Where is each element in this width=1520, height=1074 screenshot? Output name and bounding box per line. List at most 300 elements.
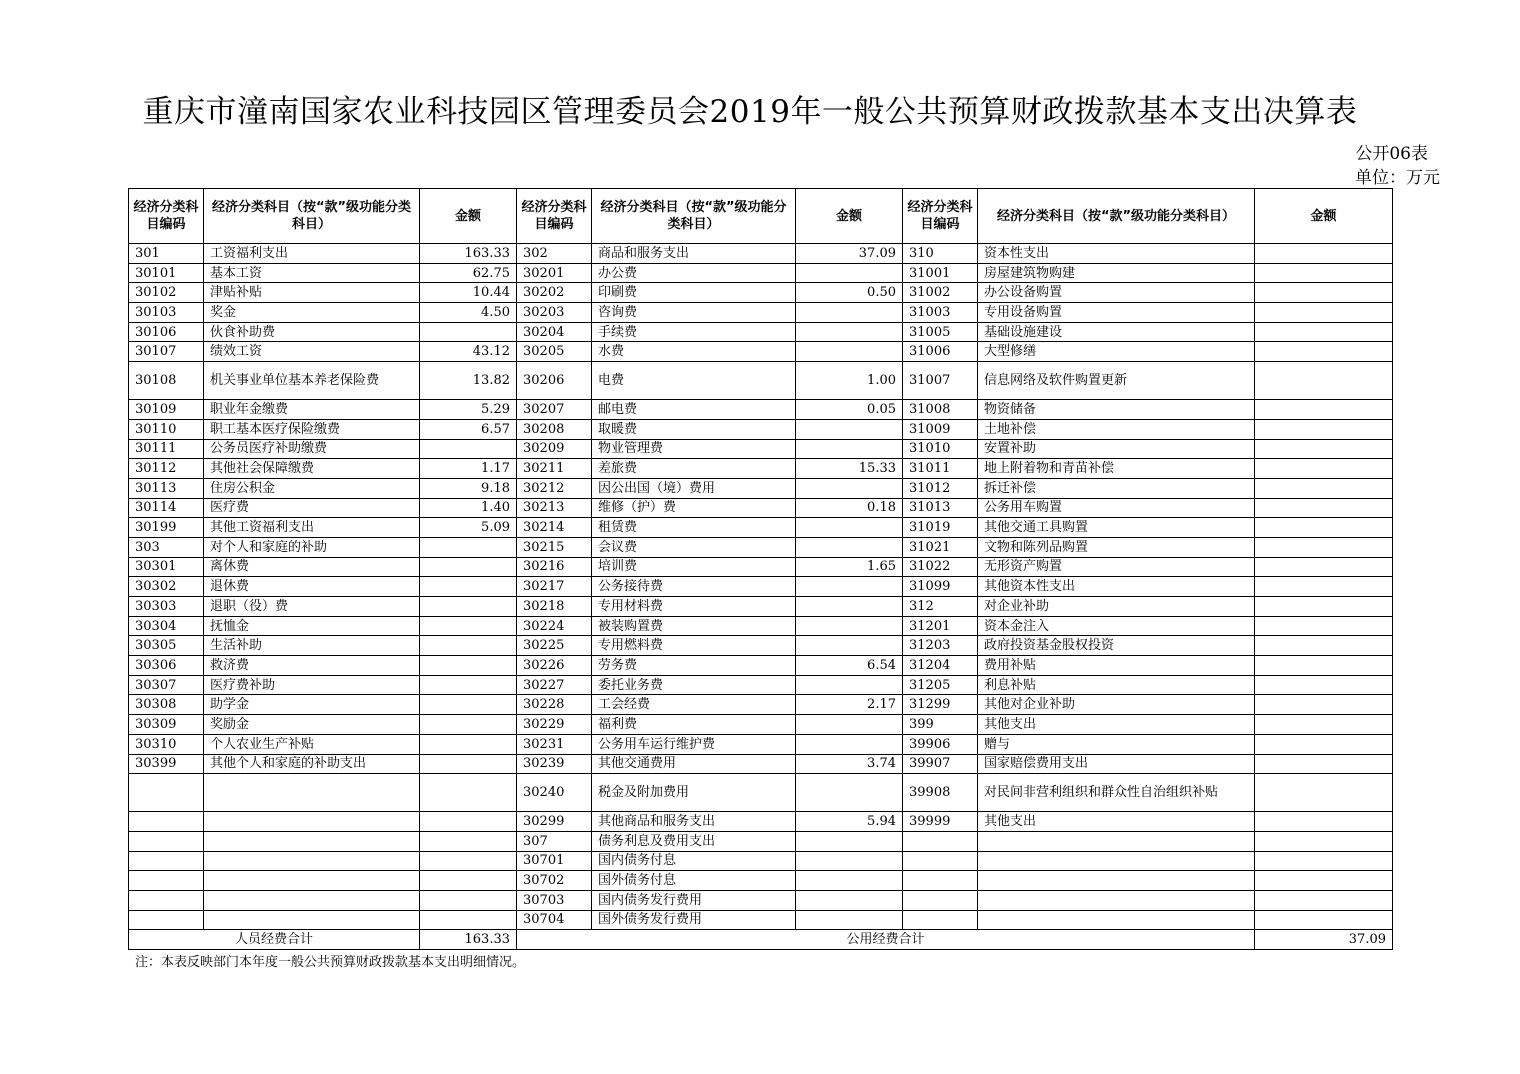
amount-cell bbox=[1255, 244, 1393, 264]
code-cell: 30306 bbox=[129, 656, 204, 676]
amount-cell: 3.74 bbox=[796, 754, 903, 774]
code-cell: 30216 bbox=[517, 557, 592, 577]
name-cell: 国内债务付息 bbox=[592, 851, 796, 871]
amount-cell bbox=[796, 518, 903, 538]
code-cell: 31299 bbox=[903, 695, 978, 715]
code-cell: 30703 bbox=[517, 890, 592, 910]
name-cell: 绩效工资 bbox=[204, 342, 420, 362]
code-cell bbox=[129, 871, 204, 891]
code-cell: 30307 bbox=[129, 675, 204, 695]
name-cell: 公务接待费 bbox=[592, 577, 796, 597]
amount-cell bbox=[796, 478, 903, 498]
name-cell: 资本性支出 bbox=[978, 244, 1255, 264]
code-cell: 30218 bbox=[517, 597, 592, 617]
amount-cell bbox=[420, 831, 517, 851]
code-cell: 39999 bbox=[903, 812, 978, 832]
header-amount: 金额 bbox=[1255, 189, 1393, 244]
amount-cell bbox=[420, 910, 517, 930]
amount-cell bbox=[1255, 283, 1393, 303]
amount-cell: 1.40 bbox=[420, 498, 517, 518]
code-cell: 30203 bbox=[517, 303, 592, 323]
table-row bbox=[129, 910, 1393, 930]
table-row bbox=[129, 400, 1393, 420]
name-cell: 地上附着物和青苗补偿 bbox=[978, 459, 1255, 479]
code-cell: 31007 bbox=[903, 362, 978, 400]
code-cell: 30114 bbox=[129, 498, 204, 518]
amount-cell bbox=[1255, 890, 1393, 910]
code-cell: 30212 bbox=[517, 478, 592, 498]
amount-cell bbox=[1255, 518, 1393, 538]
name-cell: 债务利息及费用支出 bbox=[592, 831, 796, 851]
code-cell: 30310 bbox=[129, 734, 204, 754]
amount-cell: 5.09 bbox=[420, 518, 517, 538]
code-cell: 31022 bbox=[903, 557, 978, 577]
code-cell: 30231 bbox=[517, 734, 592, 754]
name-cell: 电费 bbox=[592, 362, 796, 400]
table-row bbox=[129, 439, 1393, 459]
amount-cell: 10.44 bbox=[420, 283, 517, 303]
name-cell: 退休费 bbox=[204, 577, 420, 597]
amount-cell bbox=[1255, 597, 1393, 617]
name-cell: 其他工资福利支出 bbox=[204, 518, 420, 538]
amount-cell bbox=[1255, 851, 1393, 871]
amount-cell bbox=[1255, 812, 1393, 832]
name-cell: 医疗费 bbox=[204, 498, 420, 518]
amount-cell bbox=[796, 715, 903, 735]
name-cell: 安置补助 bbox=[978, 439, 1255, 459]
personnel-total-amount: 163.33 bbox=[420, 930, 517, 950]
code-cell: 301 bbox=[129, 244, 204, 264]
name-cell: 对企业补助 bbox=[978, 597, 1255, 617]
name-cell: 物业管理费 bbox=[592, 439, 796, 459]
code-cell: 30213 bbox=[517, 498, 592, 518]
code-cell: 30702 bbox=[517, 871, 592, 891]
name-cell: 劳务费 bbox=[592, 656, 796, 676]
amount-cell bbox=[420, 597, 517, 617]
code-cell bbox=[903, 871, 978, 891]
name-cell: 资本金注入 bbox=[978, 616, 1255, 636]
table-row bbox=[129, 675, 1393, 695]
amount-cell bbox=[1255, 303, 1393, 323]
amount-cell bbox=[796, 851, 903, 871]
amount-cell: 9.18 bbox=[420, 478, 517, 498]
code-cell bbox=[129, 890, 204, 910]
amount-cell bbox=[420, 695, 517, 715]
code-cell: 312 bbox=[903, 597, 978, 617]
code-cell: 31006 bbox=[903, 342, 978, 362]
table-row bbox=[129, 597, 1393, 617]
name-cell: 差旅费 bbox=[592, 459, 796, 479]
code-cell: 30207 bbox=[517, 400, 592, 420]
amount-cell: 15.33 bbox=[796, 459, 903, 479]
code-cell: 30106 bbox=[129, 322, 204, 342]
code-cell: 30305 bbox=[129, 636, 204, 656]
code-cell: 31021 bbox=[903, 537, 978, 557]
code-cell: 39908 bbox=[903, 774, 978, 812]
code-cell bbox=[129, 812, 204, 832]
code-cell: 30107 bbox=[129, 342, 204, 362]
name-cell bbox=[204, 890, 420, 910]
code-cell: 303 bbox=[129, 537, 204, 557]
code-cell: 31005 bbox=[903, 322, 978, 342]
totals-row bbox=[129, 930, 1393, 950]
name-cell: 其他个人和家庭的补助支出 bbox=[204, 754, 420, 774]
name-cell: 利息补贴 bbox=[978, 675, 1255, 695]
name-cell bbox=[978, 910, 1255, 930]
name-cell: 其他支出 bbox=[978, 812, 1255, 832]
name-cell: 职业年金缴费 bbox=[204, 400, 420, 420]
personnel-total-label: 人员经费合计 bbox=[129, 930, 420, 950]
code-cell bbox=[129, 910, 204, 930]
table-row bbox=[129, 459, 1393, 479]
code-cell: 30308 bbox=[129, 695, 204, 715]
code-cell: 30215 bbox=[517, 537, 592, 557]
name-cell: 其他商品和服务支出 bbox=[592, 812, 796, 832]
amount-cell bbox=[796, 342, 903, 362]
name-cell: 专用设备购置 bbox=[978, 303, 1255, 323]
code-cell: 30239 bbox=[517, 754, 592, 774]
amount-cell bbox=[1255, 715, 1393, 735]
code-cell: 302 bbox=[517, 244, 592, 264]
name-cell: 手续费 bbox=[592, 322, 796, 342]
table-row bbox=[129, 478, 1393, 498]
code-cell bbox=[129, 831, 204, 851]
code-cell: 30110 bbox=[129, 419, 204, 439]
code-cell: 31010 bbox=[903, 439, 978, 459]
name-cell: 办公设备购置 bbox=[978, 283, 1255, 303]
amount-cell bbox=[1255, 695, 1393, 715]
table-row bbox=[129, 244, 1393, 264]
amount-cell bbox=[1255, 362, 1393, 400]
code-cell: 30103 bbox=[129, 303, 204, 323]
amount-cell bbox=[1255, 263, 1393, 283]
code-cell: 30209 bbox=[517, 439, 592, 459]
code-cell: 30217 bbox=[517, 577, 592, 597]
code-cell: 39906 bbox=[903, 734, 978, 754]
amount-cell bbox=[796, 577, 903, 597]
name-cell: 奖金 bbox=[204, 303, 420, 323]
amount-cell: 0.18 bbox=[796, 498, 903, 518]
name-cell: 公务用车购置 bbox=[978, 498, 1255, 518]
header-row bbox=[129, 189, 1393, 244]
name-cell: 拆迁补偿 bbox=[978, 478, 1255, 498]
name-cell: 商品和服务支出 bbox=[592, 244, 796, 264]
amount-cell: 37.09 bbox=[796, 244, 903, 264]
name-cell: 印刷费 bbox=[592, 283, 796, 303]
name-cell: 费用补贴 bbox=[978, 656, 1255, 676]
header-name: 经济分类科目（按“款”级功能分类科目） bbox=[592, 189, 796, 244]
amount-cell bbox=[420, 636, 517, 656]
expenditure-table bbox=[128, 188, 1393, 950]
name-cell: 其他交通费用 bbox=[592, 754, 796, 774]
name-cell: 福利费 bbox=[592, 715, 796, 735]
name-cell: 专用材料费 bbox=[592, 597, 796, 617]
name-cell: 维修（护）费 bbox=[592, 498, 796, 518]
code-cell: 30205 bbox=[517, 342, 592, 362]
name-cell bbox=[204, 774, 420, 812]
amount-cell bbox=[420, 851, 517, 871]
amount-cell: 0.50 bbox=[796, 283, 903, 303]
code-cell: 30224 bbox=[517, 616, 592, 636]
table-row bbox=[129, 557, 1393, 577]
code-cell: 30109 bbox=[129, 400, 204, 420]
name-cell: 对个人和家庭的补助 bbox=[204, 537, 420, 557]
code-cell: 31012 bbox=[903, 478, 978, 498]
name-cell: 生活补助 bbox=[204, 636, 420, 656]
name-cell: 政府投资基金股权投资 bbox=[978, 636, 1255, 656]
amount-cell bbox=[796, 419, 903, 439]
name-cell: 税金及附加费用 bbox=[592, 774, 796, 812]
amount-cell bbox=[420, 754, 517, 774]
amount-cell bbox=[1255, 537, 1393, 557]
name-cell: 机关事业单位基本养老保险费 bbox=[204, 362, 420, 400]
table-row bbox=[129, 831, 1393, 851]
public-total-label: 公用经费合计 bbox=[517, 930, 1255, 950]
name-cell: 公务员医疗补助缴费 bbox=[204, 439, 420, 459]
amount-cell bbox=[796, 774, 903, 812]
amount-cell: 1.65 bbox=[796, 557, 903, 577]
amount-cell bbox=[1255, 910, 1393, 930]
amount-cell bbox=[796, 616, 903, 636]
footnote: 注：本表反映部门本年度一般公共预算财政拨款基本支出明细情况。 bbox=[135, 955, 526, 970]
amount-cell bbox=[796, 831, 903, 851]
name-cell bbox=[204, 910, 420, 930]
name-cell: 奖励金 bbox=[204, 715, 420, 735]
code-cell: 31203 bbox=[903, 636, 978, 656]
amount-cell: 4.50 bbox=[420, 303, 517, 323]
code-cell: 30302 bbox=[129, 577, 204, 597]
code-cell: 30102 bbox=[129, 283, 204, 303]
name-cell: 无形资产购置 bbox=[978, 557, 1255, 577]
code-cell: 30704 bbox=[517, 910, 592, 930]
name-cell: 伙食补助费 bbox=[204, 322, 420, 342]
name-cell: 其他资本性支出 bbox=[978, 577, 1255, 597]
header-name: 经济分类科目（按“款”级功能分类科目） bbox=[978, 189, 1255, 244]
amount-cell bbox=[1255, 774, 1393, 812]
amount-cell bbox=[796, 675, 903, 695]
table-body bbox=[129, 244, 1393, 930]
header-amount: 金额 bbox=[796, 189, 903, 244]
amount-cell bbox=[796, 890, 903, 910]
amount-cell: 6.54 bbox=[796, 656, 903, 676]
name-cell: 邮电费 bbox=[592, 400, 796, 420]
amount-cell bbox=[1255, 498, 1393, 518]
amount-cell bbox=[1255, 831, 1393, 851]
code-cell: 30214 bbox=[517, 518, 592, 538]
table-row bbox=[129, 656, 1393, 676]
name-cell: 基础设施建设 bbox=[978, 322, 1255, 342]
amount-cell bbox=[1255, 419, 1393, 439]
amount-cell bbox=[1255, 478, 1393, 498]
code-cell: 31003 bbox=[903, 303, 978, 323]
form-number: 公开06表 bbox=[1355, 144, 1428, 164]
name-cell: 其他对企业补助 bbox=[978, 695, 1255, 715]
page-title: 重庆市潼南国家农业科技园区管理委员会2019年一般公共预算财政拨款基本支出决算表 bbox=[142, 94, 1358, 130]
code-cell: 31013 bbox=[903, 498, 978, 518]
name-cell: 国外债务发行费用 bbox=[592, 910, 796, 930]
name-cell: 退职（役）费 bbox=[204, 597, 420, 617]
code-cell: 31002 bbox=[903, 283, 978, 303]
code-cell: 30299 bbox=[517, 812, 592, 832]
amount-cell: 5.29 bbox=[420, 400, 517, 420]
amount-cell: 5.94 bbox=[796, 812, 903, 832]
table-row bbox=[129, 518, 1393, 538]
name-cell: 职工基本医疗保险缴费 bbox=[204, 419, 420, 439]
amount-cell bbox=[420, 577, 517, 597]
amount-cell bbox=[796, 303, 903, 323]
amount-cell bbox=[796, 871, 903, 891]
amount-cell bbox=[1255, 656, 1393, 676]
table-row bbox=[129, 851, 1393, 871]
code-cell: 39907 bbox=[903, 754, 978, 774]
amount-cell bbox=[1255, 400, 1393, 420]
table-row bbox=[129, 537, 1393, 557]
table-row bbox=[129, 322, 1393, 342]
name-cell: 工会经费 bbox=[592, 695, 796, 715]
amount-cell: 13.82 bbox=[420, 362, 517, 400]
table-row bbox=[129, 303, 1393, 323]
amount-cell bbox=[420, 871, 517, 891]
amount-cell bbox=[420, 656, 517, 676]
amount-cell bbox=[796, 597, 903, 617]
table-row bbox=[129, 342, 1393, 362]
table-row bbox=[129, 636, 1393, 656]
name-cell bbox=[204, 871, 420, 891]
name-cell: 文物和陈列品购置 bbox=[978, 537, 1255, 557]
name-cell: 助学金 bbox=[204, 695, 420, 715]
name-cell: 国外债务付息 bbox=[592, 871, 796, 891]
code-cell: 310 bbox=[903, 244, 978, 264]
name-cell: 对民间非营利组织和群众性自治组织补贴 bbox=[978, 774, 1255, 812]
table-row bbox=[129, 871, 1393, 891]
name-cell bbox=[204, 812, 420, 832]
amount-cell bbox=[1255, 342, 1393, 362]
code-cell: 31019 bbox=[903, 518, 978, 538]
code-cell: 30304 bbox=[129, 616, 204, 636]
code-cell: 30303 bbox=[129, 597, 204, 617]
amount-cell bbox=[420, 774, 517, 812]
name-cell bbox=[204, 831, 420, 851]
name-cell: 房屋建筑物购建 bbox=[978, 263, 1255, 283]
amount-cell bbox=[420, 890, 517, 910]
name-cell: 取暖费 bbox=[592, 419, 796, 439]
name-cell: 赠与 bbox=[978, 734, 1255, 754]
code-cell: 31099 bbox=[903, 577, 978, 597]
amount-cell bbox=[420, 557, 517, 577]
name-cell: 公务用车运行维护费 bbox=[592, 734, 796, 754]
code-cell: 30101 bbox=[129, 263, 204, 283]
amount-cell: 1.17 bbox=[420, 459, 517, 479]
table-row bbox=[129, 695, 1393, 715]
amount-cell bbox=[1255, 636, 1393, 656]
amount-cell: 1.00 bbox=[796, 362, 903, 400]
code-cell: 30309 bbox=[129, 715, 204, 735]
amount-cell bbox=[1255, 754, 1393, 774]
table-row bbox=[129, 419, 1393, 439]
name-cell: 土地补偿 bbox=[978, 419, 1255, 439]
amount-cell: 62.75 bbox=[420, 263, 517, 283]
amount-cell: 2.17 bbox=[796, 695, 903, 715]
name-cell: 国内债务发行费用 bbox=[592, 890, 796, 910]
amount-cell bbox=[796, 537, 903, 557]
header-code: 经济分类科目编码 bbox=[903, 189, 978, 244]
code-cell: 30202 bbox=[517, 283, 592, 303]
name-cell: 住房公积金 bbox=[204, 478, 420, 498]
amount-cell bbox=[796, 636, 903, 656]
amount-cell bbox=[1255, 675, 1393, 695]
amount-cell bbox=[420, 675, 517, 695]
code-cell: 31001 bbox=[903, 263, 978, 283]
code-cell: 30229 bbox=[517, 715, 592, 735]
name-cell: 其他支出 bbox=[978, 715, 1255, 735]
amount-cell: 43.12 bbox=[420, 342, 517, 362]
table-row bbox=[129, 362, 1393, 400]
code-cell bbox=[903, 831, 978, 851]
amount-cell: 0.05 bbox=[796, 400, 903, 420]
name-cell: 离休费 bbox=[204, 557, 420, 577]
amount-cell bbox=[1255, 616, 1393, 636]
code-cell: 30399 bbox=[129, 754, 204, 774]
code-cell bbox=[903, 910, 978, 930]
name-cell: 工资福利支出 bbox=[204, 244, 420, 264]
table-row bbox=[129, 577, 1393, 597]
table-row bbox=[129, 616, 1393, 636]
name-cell: 津贴补贴 bbox=[204, 283, 420, 303]
code-cell: 30111 bbox=[129, 439, 204, 459]
code-cell bbox=[129, 774, 204, 812]
public-total-amount: 37.09 bbox=[1255, 930, 1393, 950]
name-cell: 其他交通工具购置 bbox=[978, 518, 1255, 538]
amount-cell bbox=[420, 715, 517, 735]
amount-cell bbox=[1255, 557, 1393, 577]
code-cell: 30226 bbox=[517, 656, 592, 676]
table-row bbox=[129, 734, 1393, 754]
code-cell bbox=[129, 851, 204, 871]
name-cell: 专用燃料费 bbox=[592, 636, 796, 656]
table-row bbox=[129, 812, 1393, 832]
name-cell: 大型修缮 bbox=[978, 342, 1255, 362]
name-cell: 委托业务费 bbox=[592, 675, 796, 695]
amount-cell bbox=[796, 263, 903, 283]
name-cell: 租赁费 bbox=[592, 518, 796, 538]
code-cell bbox=[903, 890, 978, 910]
amount-cell bbox=[420, 734, 517, 754]
unit-label: 单位：万元 bbox=[1355, 168, 1440, 188]
name-cell bbox=[978, 890, 1255, 910]
amount-cell: 6.57 bbox=[420, 419, 517, 439]
code-cell: 30206 bbox=[517, 362, 592, 400]
name-cell: 其他社会保障缴费 bbox=[204, 459, 420, 479]
code-cell: 30199 bbox=[129, 518, 204, 538]
amount-cell bbox=[1255, 439, 1393, 459]
name-cell: 基本工资 bbox=[204, 263, 420, 283]
amount-cell bbox=[420, 812, 517, 832]
name-cell: 被装购置费 bbox=[592, 616, 796, 636]
table-row bbox=[129, 715, 1393, 735]
header-name: 经济分类科目（按“款”级功能分类科目） bbox=[204, 189, 420, 244]
amount-cell bbox=[420, 537, 517, 557]
amount-cell bbox=[1255, 577, 1393, 597]
name-cell bbox=[978, 851, 1255, 871]
name-cell bbox=[978, 871, 1255, 891]
amount-cell bbox=[1255, 871, 1393, 891]
name-cell: 会议费 bbox=[592, 537, 796, 557]
amount-cell bbox=[1255, 734, 1393, 754]
code-cell: 30240 bbox=[517, 774, 592, 812]
name-cell: 咨询费 bbox=[592, 303, 796, 323]
amount-cell bbox=[420, 616, 517, 636]
table-row bbox=[129, 263, 1393, 283]
